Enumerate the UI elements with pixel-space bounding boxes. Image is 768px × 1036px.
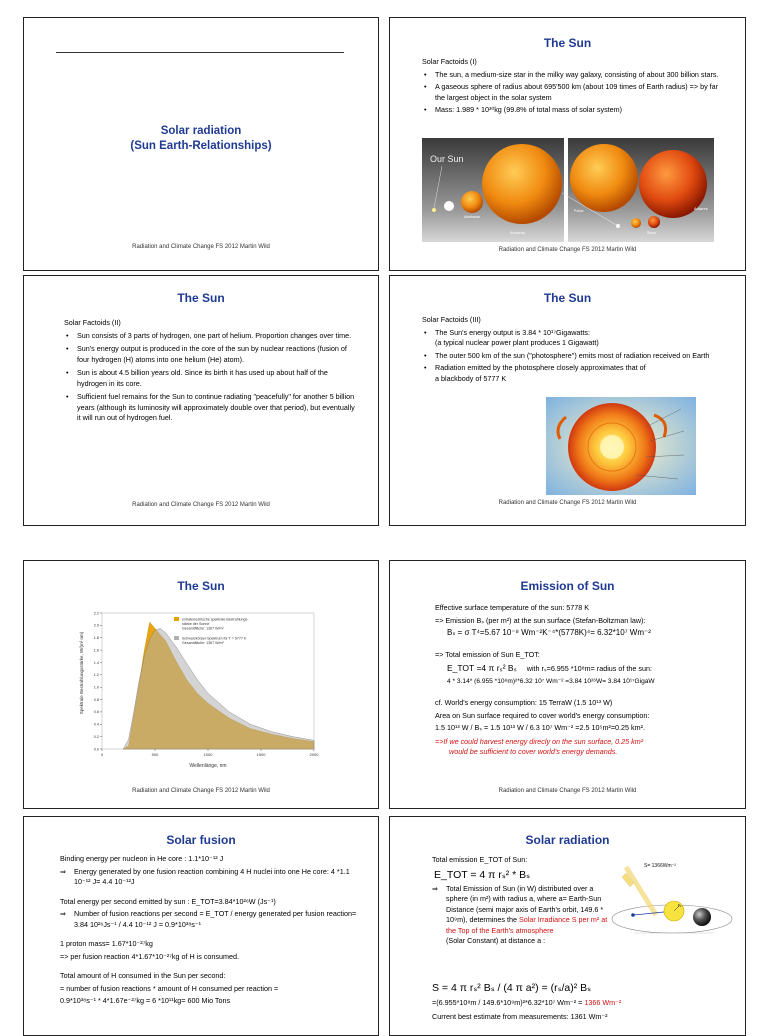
slide-body: Effective surface temperature of the sun: 5778 K => Emission Bₛ (per m²) at the sun surface (Stefan-Boltzman law): Bₛ = σ T⁴=5.67 10⁻⁸ Wm⁻²K⁻⁴*(5778K)⁴= 6.32*10⁷ Wm⁻² => Total emission of Sun E_TOT: E_TOT =4 π rₛ² Bₛ with rₛ=6.955 *10⁸m= radius of the sun: 4 * 3.14* (6.955 *10⁸m)²*6.32 10⁷ Wm⁻² =3.84 10²⁶W= 3.84 10¹⁷GigaW cf. World's energy consumption: 15 TerraW (1.5 10¹³ W) Area on Sun surface required to cover world's energy consumption: 1.5 10¹³ W / Bₛ = 1.5 10¹³ W / 6.3 10⁷ Wm⁻² =2.5 10⁵m²=0.25 km². =>If we could harvest energy direcly on the sun surface, 0.25 km² would be sufficient to cover world's energy demands.	[435, 603, 655, 756]
label-our-sun: Our Sun	[430, 154, 464, 164]
chart-ylabel: Spektrale Bestrahlungsstärke, W/(m² nm)	[79, 631, 84, 715]
sun-interior-illustration	[546, 397, 696, 495]
our-sun-icon	[432, 208, 436, 212]
slide-5-the-sun-spectrum	[23, 560, 379, 809]
y-tick-label: 0.0	[93, 747, 99, 752]
slide-body	[422, 57, 722, 116]
bullet: • Sun's energy output is produced in the core of the sun by nuclear reactions (fusion of four hydrogen (H) atoms into one helium (He) atom).	[64, 344, 356, 365]
svg-text:Arcturus: Arcturus	[510, 230, 525, 235]
subtitle: Solar Factoids (I)	[422, 57, 477, 66]
slide-title: Solar radiation (Sun Earth-Relationships)	[130, 125, 272, 152]
spectrum-chart	[76, 603, 326, 775]
bullet: • A gaseous sphere of radius about 695'500 km (about 109 times of Earth radius) => by far the largest object in the solar system	[422, 82, 722, 103]
y-tick-label: 1.8	[93, 636, 99, 641]
x-tick-label: 1500	[256, 752, 266, 757]
x-tick-label: 1000	[203, 752, 213, 757]
x-tick-label: 0	[100, 752, 104, 757]
svg-text:stärke der Sonne: stärke der Sonne	[182, 622, 210, 626]
y-tick-label: 1.6	[93, 648, 99, 653]
bullet: • Radiation emitted by the photosphere closely approximates that of a blackbody of 5777 K	[422, 363, 650, 384]
slide-8-solar-radiation	[389, 816, 746, 1036]
slide-title: The Sun	[543, 36, 592, 50]
chart-xlabel: Wellenlänge, nm	[189, 763, 227, 769]
slide-body-formulas: S = 4 π rₛ² Bₛ / (4 π a²) = (rₛ/a)² Bₛ =(6.955*10⁸m / 149.6*10⁹m)²*6.32*10⁷ Wm⁻² = 1366 Wm⁻² Current best estimate from measurements: 1361 Wm⁻²	[432, 982, 622, 1021]
y-tick-label: 0.2	[93, 734, 99, 739]
slide-3-the-sun	[23, 275, 379, 526]
svg-text:extraterrestrische spektrale B: extraterrestrische spektrale Bestrahlungs-	[182, 617, 249, 622]
y-tick-label: 2.2	[93, 611, 99, 616]
y-tick-label: 1.0	[93, 685, 99, 690]
earth-icon	[693, 908, 711, 926]
slide-6-emission-of-sun	[389, 560, 746, 809]
svg-text:Gesamtfläche: 1367 W/m²: Gesamtfläche: 1367 W/m²	[182, 641, 224, 645]
bullet: • The Sun's energy output is 3.84 * 10¹⁷Gigawatts:	[422, 328, 722, 339]
y-tick-label: 0.4	[93, 722, 99, 727]
slide-title: Emission of Sun	[520, 579, 615, 593]
bullet: • The sun, a medium-size star in the milky way galaxy, consisting of about 300 billion stars.	[422, 70, 722, 81]
sun-star-comparison-image	[422, 138, 714, 242]
y-tick-label: 1.4	[93, 660, 99, 665]
subtitle: Solar Factoids (III)	[422, 315, 481, 324]
slide-footer: Radiation and Climate Change FS 2012 Martin Wild	[498, 788, 637, 794]
earth-orbit-diagram	[604, 857, 734, 945]
slide-body: Total emission E_TOT of Sun: E_TOT = 4 π rₛ² * Bₛ ⇒ Total Emission of Sun (in W) distributed over a sphere (in m²) with radius a, where a= Earth-Sun Distance (semi major axis of Earth's orbit, 149.6 * 10⁹m), determines the Solar Irradiance S per m² at the Top of the Earth's atmosphere (Solar Constant) at distance a :	[432, 855, 607, 947]
bullet: • Sun is about 4.5 billion years old. Since its birth it has used up about half of the hydrogen in its core.	[64, 368, 356, 389]
x-tick-label: 500	[151, 752, 159, 757]
slide-footer: Radiation and Climate Change FS 2012 Martin Wild	[132, 244, 270, 250]
slide-footer: Radiation and Climate Change FS 2012 Martin Wild	[132, 788, 270, 794]
legend-swatch-blackbody	[174, 636, 179, 640]
svg-text:Aldebaran: Aldebaran	[464, 215, 480, 219]
slide-title: Solar fusion	[166, 833, 236, 847]
legend-swatch-extraterrestrial	[174, 617, 179, 621]
bullet: • Sufficient fuel remains for the Sun to continue radiating "peacefully" for another 5 billion years (although its luminosity will approximately double over that period), but eventually it will run out of hydrogen fuel.	[64, 392, 356, 424]
slide-footer: Radiation and Climate Change FS 2012 Martin Wild	[498, 500, 637, 506]
bullet-continuation: (a typical nuclear power plant produces 1 Gigawatt)	[435, 338, 599, 347]
arcturus-icon	[482, 144, 562, 224]
slide-title: The Sun	[177, 291, 225, 305]
svg-text:S= 1366Wm⁻²: S= 1366Wm⁻²	[644, 863, 676, 869]
slide-title: The Sun	[543, 291, 592, 305]
slide-title: The Sun	[177, 579, 225, 593]
slide-footer: Radiation and Climate Change FS 2012 Martin Wild	[132, 502, 270, 508]
y-tick-label: 0.6	[93, 710, 99, 715]
svg-text:Sirius: Sirius	[647, 231, 656, 235]
slide-1-title	[23, 17, 379, 271]
svg-text:Antares: Antares	[694, 206, 708, 211]
slide-body	[64, 318, 356, 424]
svg-text:Schwarzkörper-Spektrum für T =: Schwarzkörper-Spektrum für T = 5777 K	[182, 636, 247, 641]
slide-2-the-sun	[389, 17, 746, 271]
bullet: • Sun consists of 3 parts of hydrogen, one part of helium. Proportion changes over time.	[64, 331, 356, 342]
slide-title: Solar radiation	[525, 833, 610, 847]
subtitle: Solar Factoids (II)	[64, 318, 121, 327]
svg-text:Pollux: Pollux	[574, 209, 584, 213]
slide-4-the-sun	[389, 275, 746, 526]
slide-body: Binding energy per nucleon in He core : 1.1*10⁻¹² J ⇒ Energy generated by one fusion reaction combining 4 H nuclei into one He core: 4 *1.1 10⁻¹² J= 4.4 10⁻¹²J Total energy per second emitted by sun : E_TOT=3.84*10²⁶W (Js⁻¹) ⇒ Number of fusion reactions per second = E_TOT / energy generated per fusion reaction= 3.84 10²⁶Js⁻¹ / 4.4 10⁻¹² J = 0.9*10³⁸s⁻¹ 1 proton mass= 1.67*10⁻²⁷kg => per fusion reaction 4*1.67*10⁻²⁷kg of H is consumed. Total amount of H consumed in the Sun per second: = number of fusion reactions * amount of H consumed per reaction = 0.9*10³⁸s⁻¹ * 4*1.67e⁻²⁷kg = 6 *10¹¹kg= 600 Mio Tons	[60, 854, 368, 1007]
bullet: • Mass: 1.989 * 10³⁰kg (99.8% of total mass of solar system)	[422, 105, 722, 116]
svg-text:rₛ: rₛ	[678, 903, 682, 909]
y-tick-label: 0.8	[93, 697, 99, 702]
title-rule	[56, 52, 344, 53]
slide-footer: Radiation and Climate Change FS 2012 Martin Wild	[498, 247, 637, 253]
x-tick-label: 2000	[309, 752, 319, 757]
y-tick-label: 2.0	[93, 623, 99, 628]
svg-text:Gesamtfläche: 1367 W/m²: Gesamtfläche: 1367 W/m²	[182, 626, 224, 631]
slide-body	[422, 315, 722, 384]
y-tick-label: 1.2	[93, 673, 99, 678]
slide-7-solar-fusion	[23, 816, 379, 1036]
bullet: • The outer 500 km of the sun ("photosphere") emits most of radiation received on Earth	[422, 351, 722, 362]
